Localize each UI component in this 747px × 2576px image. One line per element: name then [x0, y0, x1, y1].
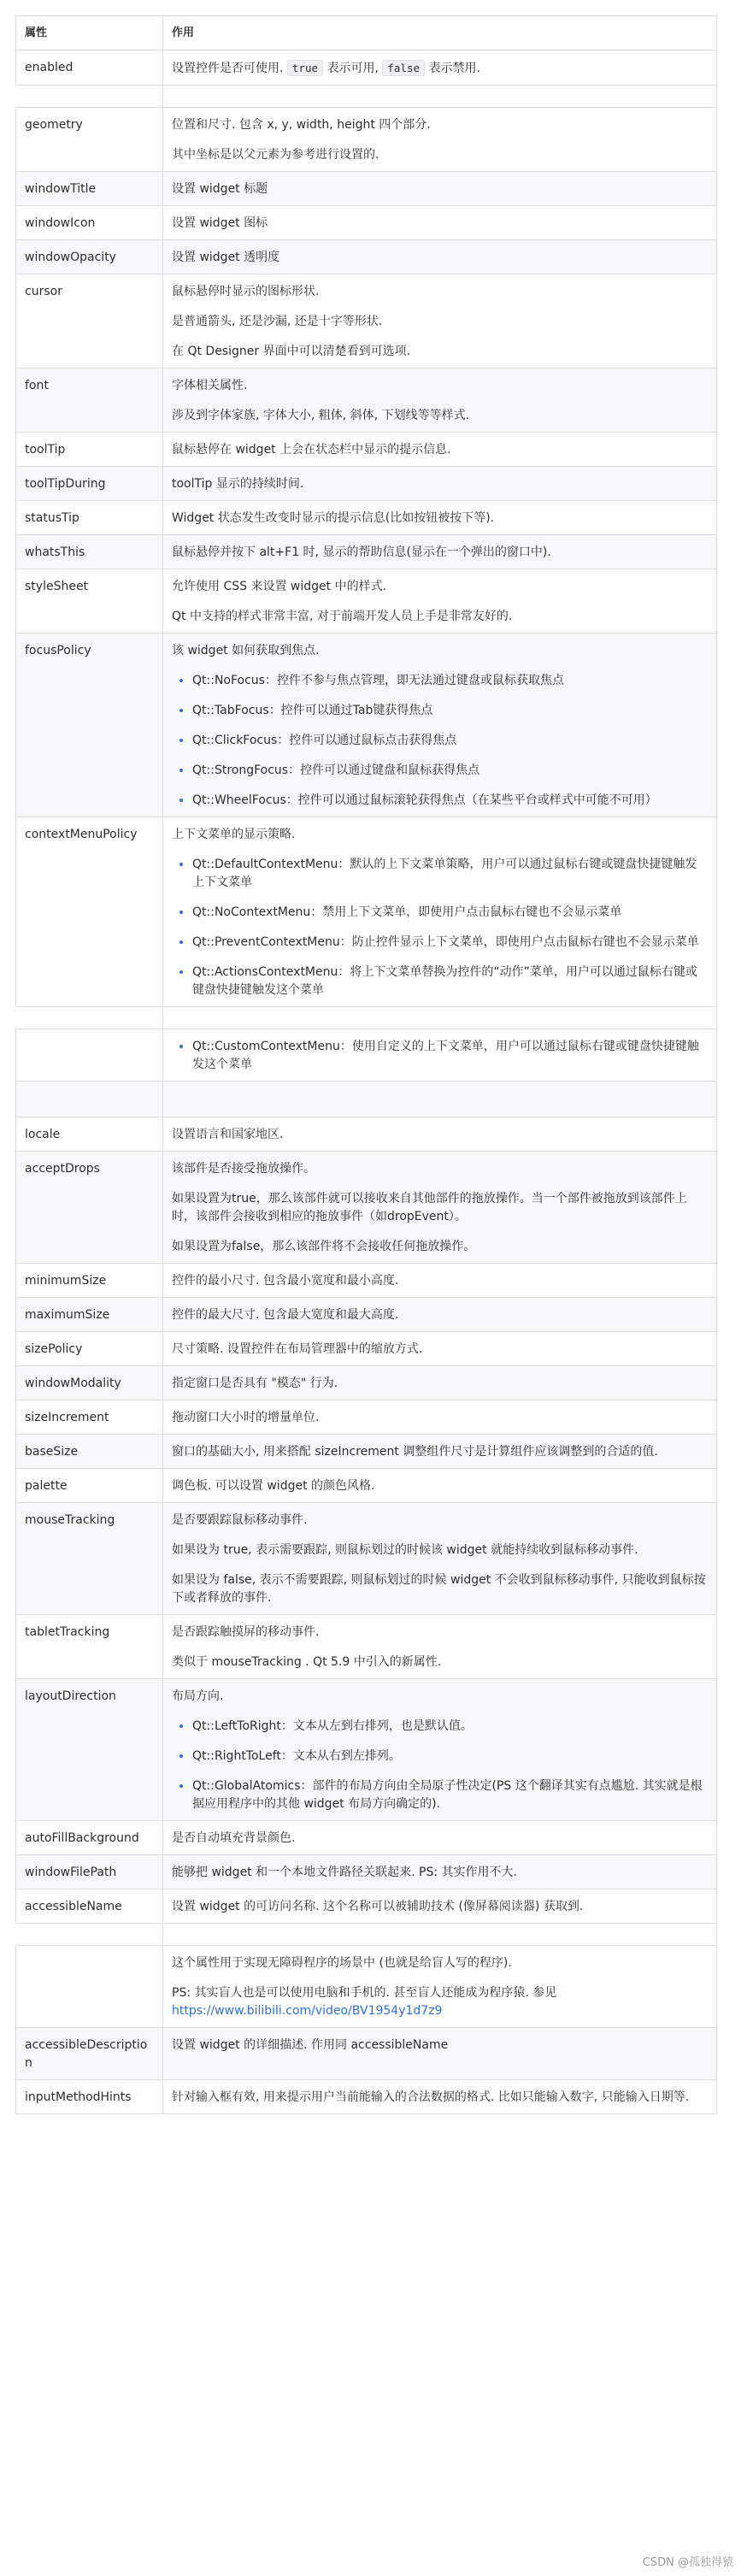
property-name: whatsThis: [16, 535, 163, 569]
property-desc: 是否要跟踪鼠标移动事件. 如果设为 true, 表示需要跟踪, 则鼠标划过的时候该 widget 就能持续收到鼠标移动事件. 如果设为 false, 表示不需要跟踪, 则鼠标划过的时候 widget 不会收到鼠标移动事件, 只能收到鼠标按下或者释放的事件.: [163, 1503, 717, 1615]
property-name: accessibleDescription: [16, 2028, 163, 2080]
table-row: [16, 274, 717, 368]
property-desc: 位置和尺寸. 包含 x, y, width, height 四个部分. 其中坐标是以父元素为参考进行设置的.: [163, 108, 717, 172]
property-name: acceptDrops: [16, 1152, 163, 1264]
property-desc: 设置 widget 图标: [163, 206, 717, 240]
property-desc: 上下文菜单的显示策略. • Qt::DefaultContextMenu：默认的上下文菜单策略，用户可以通过鼠标右键或键盘快捷键触发上下文菜单 • Qt::NoContextMenu：禁用上下文菜单，即使用户点击鼠标右键也不会显示菜单 • Qt::PreventContextMenu：防止控件显示上下文菜单，即使用户点击鼠标右键也不会显示菜单 • Qt::ActionsContextMenu：将上下文菜单替换为控件的“动作”菜单，用户可以通过鼠标右键或键盘快捷键触发这个菜单: [163, 817, 717, 1007]
table-spacer: [16, 1007, 717, 1029]
header-function: 作用: [163, 16, 717, 50]
property-name: locale: [16, 1117, 163, 1152]
property-desc: 控件的最大尺寸. 包含最大宽度和最大高度.: [163, 1298, 717, 1332]
property-name: baseSize: [16, 1435, 163, 1469]
property-name: toolTip: [16, 433, 163, 467]
property-desc: 鼠标悬停在 widget 上会在状态栏中显示的提示信息.: [163, 433, 717, 467]
table-spacer: [16, 85, 717, 108]
table-row: [16, 1400, 717, 1435]
property-name: font: [16, 368, 163, 433]
table-row: [16, 1366, 717, 1400]
table-row: [16, 1946, 717, 2028]
table-row: [16, 1298, 717, 1332]
list-item: • Qt::CustomContextMenu：使用自定义的上下文菜单，用户可以通过鼠标右键或键盘快捷键触发这个菜单: [192, 1038, 708, 1074]
focus-policy-list: [172, 672, 708, 810]
property-name: windowOpacity: [16, 240, 163, 274]
property-desc: 调色板. 可以设置 widget 的颜色风格.: [163, 1469, 717, 1503]
property-name: statusTip: [16, 501, 163, 535]
property-desc: 针对输入框有效, 用来提示用户当前能输入的合法数据的格式. 比如只能输入数字, 只能输入日期等.: [163, 2080, 717, 2114]
property-name: minimumSize: [16, 1264, 163, 1298]
property-desc: 拖动窗口大小时的增量单位.: [163, 1400, 717, 1435]
property-name: mouseTracking: [16, 1503, 163, 1615]
property-table: [15, 15, 717, 2114]
list-item: • Qt::GlobalAtomics：部件的布局方向由全局原子性决定(PS 这个翻译其实有点尴尬. 其实就是根据应用程序中的其他 widget 布局方向确定的).: [192, 1777, 708, 1813]
list-item: • Qt::LeftToRight：文本从左到右排列，也是默认值。: [192, 1718, 708, 1736]
list-item: • Qt::NoContextMenu：禁用上下文菜单，即使用户点击鼠标右键也不会显示菜单: [192, 904, 708, 922]
table-row: [16, 1435, 717, 1469]
property-name: toolTipDuring: [16, 467, 163, 501]
property-desc: Widget 状态发生改变时显示的提示信息(比如按钮被按下等).: [163, 501, 717, 535]
property-name: inputMethodHints: [16, 2080, 163, 2114]
property-name: windowFilePath: [16, 1855, 163, 1889]
table-header: [16, 16, 717, 50]
list-item: • Qt::ClickFocus：控件可以通过鼠标点击获得焦点: [192, 732, 708, 750]
table-row: [16, 2028, 717, 2080]
property-desc: 是否自动填充背景颜色.: [163, 1821, 717, 1855]
property-name: windowModality: [16, 1366, 163, 1400]
table-row: [16, 50, 717, 85]
list-item: • Qt::WheelFocus：控件可以通过鼠标滚轮获得焦点（在某些平台或样式中可能不可用）: [192, 792, 708, 810]
code-true: true: [287, 60, 323, 76]
table-row: [16, 240, 717, 274]
table-row: [16, 569, 717, 634]
table-row: [16, 1615, 717, 1679]
property-desc: 该 widget 如何获取到焦点. • Qt::NoFocus：控件不参与焦点管理，即无法通过键盘或鼠标获取焦点 • Qt::TabFocus：控件可以通过Tab键获得焦点 • Qt::ClickFocus：控件可以通过鼠标点击获得焦点 • Qt::StrongFocus：控件可以通过键盘和鼠标获得焦点 • Qt::WheelFocus：控件可以通过鼠标滚轮获得焦点（在某些平台或样式中可能不可用）: [163, 634, 717, 817]
table-row: [16, 1679, 717, 1821]
table-row: [16, 1117, 717, 1152]
layout-direction-list: [172, 1718, 708, 1813]
table-row: [16, 467, 717, 501]
property-name: windowTitle: [16, 172, 163, 206]
table-row: [16, 206, 717, 240]
property-desc: 允许使用 CSS 来设置 widget 中的样式. Qt 中支持的样式非常丰富, 对于前端开发人员上手是非常友好的.: [163, 569, 717, 634]
property-desc: 是否跟踪触摸屏的移动事件. 类似于 mouseTracking . Qt 5.9 中引入的新属性.: [163, 1615, 717, 1679]
property-name: layoutDirection: [16, 1679, 163, 1821]
property-desc: [163, 1029, 717, 1082]
property-name: styleSheet: [16, 569, 163, 634]
property-desc: 设置语言和国家地区.: [163, 1117, 717, 1152]
table-row: [16, 1855, 717, 1889]
header-property: 属性: [16, 16, 163, 50]
property-name: sizeIncrement: [16, 1400, 163, 1435]
property-desc: toolTip 显示的持续时间.: [163, 467, 717, 501]
list-item: • Qt::RightToLeft：文本从右到左排列。: [192, 1748, 708, 1765]
table-row: [16, 1469, 717, 1503]
table-row: [16, 2080, 717, 2114]
table-row: [16, 368, 717, 433]
property-desc: 设置 widget 透明度: [163, 240, 717, 274]
table-row: [16, 1503, 717, 1615]
property-desc: 这个属性用于实现无障碍程序的场景中 (也就是给盲人写的程序). PS: 其实盲人也是可以使用电脑和手机的. 甚至盲人还能成为程序猿. 参见 https://www.bilibili.com/video/BV1954y1d7z9: [163, 1946, 717, 2028]
watermark: CSDN @孤独得猿: [642, 2556, 733, 2569]
property-desc: 设置控件是否可使用. true 表示可用, false 表示禁用.: [163, 50, 717, 85]
property-name: enabled: [16, 50, 163, 85]
list-item: • Qt::StrongFocus：控件可以通过键盘和鼠标获得焦点: [192, 762, 708, 780]
property-name: [16, 1029, 163, 1082]
property-desc: 能够把 widget 和一个本地文件路径关联起来. PS: 其实作用不大.: [163, 1855, 717, 1889]
property-name: geometry: [16, 108, 163, 172]
property-desc: 鼠标悬停时显示的图标形状. 是普通箭头, 还是沙漏, 还是十字等形状. 在 Qt Designer 界面中可以清楚看到可选项.: [163, 274, 717, 368]
list-item: • Qt::NoFocus：控件不参与焦点管理，即无法通过键盘或鼠标获取焦点: [192, 672, 708, 690]
list-item: • Qt::DefaultContextMenu：默认的上下文菜单策略，用户可以通过鼠标右键或键盘快捷键触发上下文菜单: [192, 856, 708, 892]
context-menu-policy-list-extra: [172, 1038, 708, 1074]
table-row: [16, 1264, 717, 1298]
property-desc: 鼠标悬停并按下 alt+F1 时, 显示的帮助信息(显示在一个弹出的窗口中).: [163, 535, 717, 569]
property-name: accessibleName: [16, 1889, 163, 1924]
list-item: • Qt::PreventContextMenu：防止控件显示上下文菜单，即使用户点击鼠标右键也不会显示菜单: [192, 934, 708, 952]
table-row: [16, 1152, 717, 1264]
property-name: sizePolicy: [16, 1332, 163, 1366]
table-row: [16, 172, 717, 206]
property-desc: 指定窗口是否具有 "模态" 行为.: [163, 1366, 717, 1400]
property-desc: 该部件是否接受拖放操作。 如果设置为true，那么该部件就可以接收来自其他部件的拖放操作。当一个部件被拖放到该部件上时，该部件会接收到相应的拖放事件（如dropEvent）。 如果设置为false，那么该部件将不会接收任何拖放操作。: [163, 1152, 717, 1264]
property-desc: 窗口的基础大小, 用来搭配 sizeIncrement 调整组件尺寸是计算组件应该调整到的合适的值.: [163, 1435, 717, 1469]
property-desc: 字体相关属性. 涉及到字体家族, 字体大小, 粗体, 斜体, 下划线等等样式.: [163, 368, 717, 433]
property-desc: 控件的最小尺寸. 包含最小宽度和最小高度.: [163, 1264, 717, 1298]
property-desc: 设置 widget 的详细描述. 作用同 accessibleName: [163, 2028, 717, 2080]
property-name: autoFillBackground: [16, 1821, 163, 1855]
table-row: [16, 1889, 717, 1924]
property-name: [16, 1946, 163, 2028]
table-row: [16, 634, 717, 817]
table-spacer: [16, 1924, 717, 1946]
property-name: cursor: [16, 274, 163, 368]
bilibili-link[interactable]: https://www.bilibili.com/video/BV1954y1d7z9: [172, 2004, 443, 2018]
property-name: contextMenuPolicy: [16, 817, 163, 1007]
property-desc: 设置 widget 标题: [163, 172, 717, 206]
list-item: • Qt::TabFocus：控件可以通过Tab键获得焦点: [192, 702, 708, 720]
table-row: [16, 1332, 717, 1366]
table-row: [16, 501, 717, 535]
table-row: [16, 817, 717, 1007]
context-menu-policy-list: [172, 856, 708, 999]
table-row-empty: [16, 1082, 717, 1117]
property-name: windowIcon: [16, 206, 163, 240]
property-desc: 尺寸策略. 设置控件在布局管理器中的缩放方式.: [163, 1332, 717, 1366]
table-row: [16, 535, 717, 569]
table-row: [16, 1821, 717, 1855]
table-row: [16, 108, 717, 172]
property-desc: 布局方向. • Qt::LeftToRight：文本从左到右排列，也是默认值。 • Qt::RightToLeft：文本从右到左排列。 • Qt::GlobalAtomics：部件的布局方向由全局原子性决定(PS 这个翻译其实有点尴尬. 其实就是根据应用程序中的其他 widget 布局方向确定的).: [163, 1679, 717, 1821]
code-false: false: [382, 60, 425, 76]
list-item: • Qt::ActionsContextMenu：将上下文菜单替换为控件的“动作”菜单，用户可以通过鼠标右键或键盘快捷键触发这个菜单: [192, 964, 708, 999]
table-row: [16, 433, 717, 467]
property-name: focusPolicy: [16, 634, 163, 817]
table-row: [16, 1029, 717, 1082]
property-name: tabletTracking: [16, 1615, 163, 1679]
property-desc: 设置 widget 的可访问名称. 这个名称可以被辅助技术 (像屏幕阅读器) 获取到.: [163, 1889, 717, 1924]
property-name: palette: [16, 1469, 163, 1503]
property-name: maximumSize: [16, 1298, 163, 1332]
